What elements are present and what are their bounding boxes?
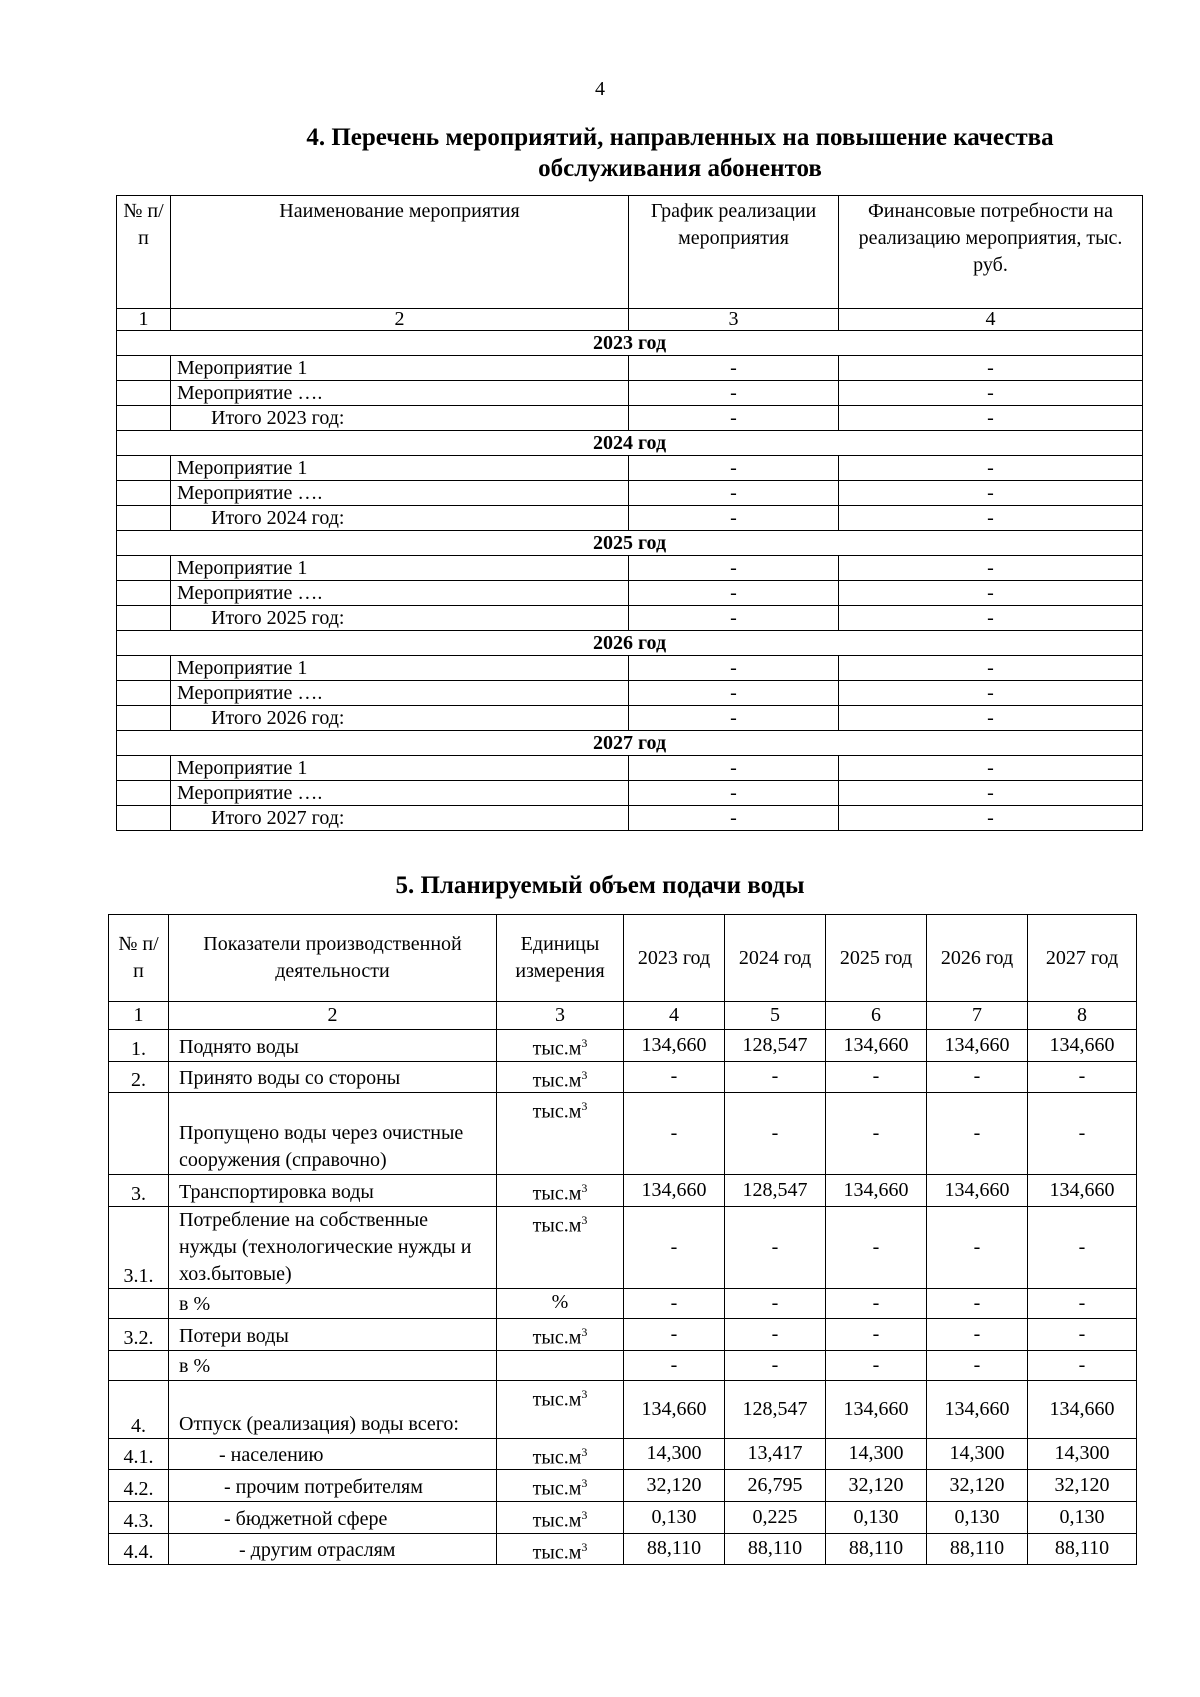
- unit-superscript: 3: [581, 1099, 588, 1114]
- indicator-name: Поднято воды: [169, 1030, 497, 1062]
- schedule-value: -: [629, 456, 839, 481]
- unit-text: тыс.м: [532, 1541, 582, 1564]
- schedule-value: -: [629, 756, 839, 781]
- row-number: 4.: [109, 1380, 169, 1438]
- unit-text: тыс.м: [532, 1477, 582, 1500]
- unit-superscript: 3: [581, 1181, 588, 1196]
- year-value: -: [927, 1350, 1028, 1380]
- measure-name: Итого 2027 год:: [171, 806, 629, 831]
- schedule-value: -: [629, 556, 839, 581]
- column-number: 2: [169, 1002, 497, 1030]
- column-number: 3: [497, 1002, 624, 1030]
- row-number: [117, 706, 171, 731]
- schedule-value: -: [629, 681, 839, 706]
- finance-value: -: [839, 506, 1143, 531]
- column-numbers-row: [117, 309, 1143, 331]
- table-row: [117, 481, 1143, 506]
- row-number: [117, 406, 171, 431]
- table-row: [117, 581, 1143, 606]
- year-value: 88,110: [927, 1533, 1028, 1565]
- year-value: 0,225: [725, 1501, 826, 1533]
- year-value: -: [927, 1093, 1028, 1175]
- table-row: [109, 1470, 1137, 1502]
- year-value: -: [1028, 1093, 1137, 1175]
- unit-superscript: 3: [581, 1539, 588, 1554]
- year-value: 0,130: [927, 1501, 1028, 1533]
- row-number: 2.: [109, 1061, 169, 1093]
- year-value: -: [1028, 1288, 1137, 1318]
- table-row: [109, 1175, 1137, 1207]
- page-number: 4: [595, 78, 605, 100]
- row-number: [117, 606, 171, 631]
- year-value: -: [1028, 1350, 1137, 1380]
- year-value: 88,110: [1028, 1533, 1137, 1565]
- year-value: -: [725, 1350, 826, 1380]
- finance-value: -: [839, 481, 1143, 506]
- schedule-value: -: [629, 381, 839, 406]
- table-row: [109, 1288, 1137, 1318]
- unit-superscript: 3: [581, 1036, 588, 1050]
- table-row: [117, 506, 1143, 531]
- schedule-value: -: [629, 656, 839, 681]
- year-group-row: [117, 531, 1143, 556]
- year-value: -: [1028, 1061, 1137, 1093]
- measure-name: Итого 2026 год:: [171, 706, 629, 731]
- year-value: -: [725, 1061, 826, 1093]
- unit-text: тыс.м: [532, 1388, 582, 1411]
- year-value: 134,660: [826, 1030, 927, 1062]
- finance-value: -: [839, 806, 1143, 831]
- year-value: 0,130: [826, 1501, 927, 1533]
- indicator-name: Принято воды со стороны: [169, 1061, 497, 1093]
- unit-text: тыс.м: [532, 1326, 582, 1349]
- column-numbers-row: [109, 1002, 1137, 1030]
- year-label: 2024 год: [117, 431, 1143, 456]
- year-value: 26,795: [725, 1470, 826, 1502]
- column-number: 6: [826, 1002, 927, 1030]
- year-value: 88,110: [725, 1533, 826, 1565]
- measure-name: Мероприятие ….: [171, 781, 629, 806]
- measure-name: Мероприятие ….: [171, 681, 629, 706]
- year-value: 134,660: [1028, 1030, 1137, 1062]
- row-number: [117, 506, 171, 531]
- finance-value: -: [839, 706, 1143, 731]
- row-number: [117, 806, 171, 831]
- year-value: 134,660: [826, 1175, 927, 1207]
- header-measure-name: Наименование мероприятия: [171, 196, 629, 309]
- measure-name: Итого 2025 год:: [171, 606, 629, 631]
- row-number: 4.4.: [109, 1533, 169, 1565]
- year-value: -: [1028, 1206, 1137, 1288]
- schedule-value: -: [629, 706, 839, 731]
- unit-value: [497, 1533, 624, 1565]
- row-number: [117, 756, 171, 781]
- finance-value: -: [839, 781, 1143, 806]
- section-4-title: [230, 122, 1130, 184]
- unit-value: %: [497, 1288, 624, 1318]
- row-number: 4.1.: [109, 1438, 169, 1470]
- year-value: -: [826, 1206, 927, 1288]
- header-number: № п/п: [109, 915, 169, 1002]
- unit-text: тыс.м: [532, 1182, 582, 1205]
- year-value: -: [927, 1318, 1028, 1350]
- row-number: [117, 381, 171, 406]
- measure-name: Мероприятие ….: [171, 481, 629, 506]
- table-row: [109, 1438, 1137, 1470]
- year-value: -: [624, 1350, 725, 1380]
- schedule-value: -: [629, 781, 839, 806]
- schedule-value: -: [629, 581, 839, 606]
- year-value: 134,660: [624, 1175, 725, 1207]
- finance-value: -: [839, 406, 1143, 431]
- table-row: [109, 1318, 1137, 1350]
- year-value: -: [725, 1288, 826, 1318]
- year-value: 88,110: [826, 1533, 927, 1565]
- finance-value: -: [839, 381, 1143, 406]
- section-5-title: 5. Планируемый объем подачи воды: [395, 872, 805, 899]
- indicator-name: в %: [169, 1288, 497, 1318]
- year-value: -: [826, 1350, 927, 1380]
- year-value: -: [927, 1288, 1028, 1318]
- column-number: 4: [624, 1002, 725, 1030]
- table-header-row: [109, 915, 1137, 1002]
- header-year: 2025 год: [826, 915, 927, 1002]
- year-value: 134,660: [826, 1380, 927, 1438]
- year-group-row: [117, 631, 1143, 656]
- unit-superscript: 3: [581, 1507, 588, 1522]
- unit-text: тыс.м: [532, 1214, 582, 1237]
- measure-name: Мероприятие ….: [171, 581, 629, 606]
- header-year: 2024 год: [725, 915, 826, 1002]
- row-number: [109, 1288, 169, 1318]
- measures-table: [116, 195, 1143, 831]
- table-row: [117, 656, 1143, 681]
- column-number: 1: [109, 1002, 169, 1030]
- unit-value: [497, 1438, 624, 1470]
- year-value: -: [826, 1061, 927, 1093]
- row-number: [117, 481, 171, 506]
- year-value: 14,300: [826, 1438, 927, 1470]
- year-value: 14,300: [927, 1438, 1028, 1470]
- table-row: [117, 606, 1143, 631]
- indicator-name: Пропущено воды через очистные сооружения (справочно): [169, 1093, 497, 1175]
- year-value: -: [927, 1061, 1028, 1093]
- year-value: 134,660: [927, 1030, 1028, 1062]
- measure-name: Итого 2023 год:: [171, 406, 629, 431]
- unit-superscript: 3: [581, 1324, 588, 1339]
- table-row: [109, 1501, 1137, 1533]
- table-row: [109, 1030, 1137, 1062]
- unit-text: тыс.м: [532, 1446, 582, 1469]
- row-number: 3.1.: [109, 1206, 169, 1288]
- finance-value: -: [839, 456, 1143, 481]
- table-row: [117, 806, 1143, 831]
- year-value: 128,547: [725, 1030, 826, 1062]
- unit-value: [497, 1175, 624, 1207]
- schedule-value: -: [629, 406, 839, 431]
- table-row: [109, 1093, 1137, 1175]
- measure-name: Мероприятие 1: [171, 556, 629, 581]
- unit-text: тыс.м: [532, 1509, 582, 1532]
- section-4-title-line2: обслуживания абонентов: [538, 155, 822, 182]
- schedule-value: -: [629, 481, 839, 506]
- table-row: [117, 456, 1143, 481]
- year-value: -: [826, 1288, 927, 1318]
- measure-name: Мероприятие 1: [171, 356, 629, 381]
- year-value: -: [826, 1318, 927, 1350]
- table-row: [117, 381, 1143, 406]
- row-number: 4.2.: [109, 1470, 169, 1502]
- table-row: [109, 1061, 1137, 1093]
- row-number: [117, 556, 171, 581]
- year-value: -: [1028, 1318, 1137, 1350]
- header-finance: Финансовые потребности на реализацию мероприятия, тыс. руб.: [839, 196, 1143, 309]
- table-row: [117, 556, 1143, 581]
- year-value: 32,120: [624, 1470, 725, 1502]
- row-number: [117, 356, 171, 381]
- column-number: 5: [725, 1002, 826, 1030]
- year-value: -: [624, 1061, 725, 1093]
- unit-value: [497, 1350, 624, 1380]
- water-supply-table: [108, 914, 1137, 1565]
- row-number: [117, 456, 171, 481]
- column-number: 1: [117, 309, 171, 331]
- year-value: -: [725, 1206, 826, 1288]
- year-value: -: [725, 1093, 826, 1175]
- unit-superscript: 3: [581, 1386, 588, 1401]
- table-row: [117, 756, 1143, 781]
- finance-value: -: [839, 606, 1143, 631]
- finance-value: -: [839, 681, 1143, 706]
- indicator-name: - бюджетной сфере: [169, 1501, 497, 1533]
- header-year: 2027 год: [1028, 915, 1137, 1002]
- finance-value: -: [839, 556, 1143, 581]
- indicator-name: - населению: [169, 1438, 497, 1470]
- year-value: -: [624, 1318, 725, 1350]
- unit-value: [497, 1501, 624, 1533]
- indicator-name: Отпуск (реализация) воды всего:: [169, 1380, 497, 1438]
- year-value: 134,660: [624, 1380, 725, 1438]
- unit-superscript: 3: [581, 1476, 588, 1491]
- unit-value: [497, 1380, 624, 1438]
- year-value: -: [826, 1093, 927, 1175]
- column-number: 4: [839, 309, 1143, 331]
- header-schedule: График реализации мероприятия: [629, 196, 839, 309]
- unit-value: [497, 1030, 624, 1062]
- indicator-name: - другим отраслям: [169, 1533, 497, 1565]
- measure-name: Итого 2024 год:: [171, 506, 629, 531]
- row-number: [109, 1093, 169, 1175]
- table-row: [117, 681, 1143, 706]
- row-number: 4.3.: [109, 1501, 169, 1533]
- year-value: 134,660: [624, 1030, 725, 1062]
- section-4-title-line1: 4. Перечень мероприятий, направленных на повышение качества: [306, 124, 1054, 151]
- year-value: 134,660: [927, 1175, 1028, 1207]
- year-group-row: [117, 331, 1143, 356]
- unit-superscript: 3: [581, 1067, 588, 1082]
- finance-value: -: [839, 356, 1143, 381]
- year-value: 128,547: [725, 1175, 826, 1207]
- year-value: 0,130: [624, 1501, 725, 1533]
- unit-value: [497, 1206, 624, 1288]
- unit-value: [497, 1318, 624, 1350]
- unit-text: тыс.м: [532, 1100, 582, 1123]
- year-value: 32,120: [826, 1470, 927, 1502]
- year-value: 32,120: [927, 1470, 1028, 1502]
- row-number: [117, 656, 171, 681]
- row-number: [117, 681, 171, 706]
- measure-name: Мероприятие ….: [171, 381, 629, 406]
- header-number: № п/п: [117, 196, 171, 309]
- unit-superscript: 3: [581, 1444, 588, 1459]
- header-unit: Единицы измерения: [497, 915, 624, 1002]
- table-row: [117, 781, 1143, 806]
- schedule-value: -: [629, 506, 839, 531]
- column-number: 7: [927, 1002, 1028, 1030]
- year-label: 2025 год: [117, 531, 1143, 556]
- finance-value: -: [839, 656, 1143, 681]
- year-label: 2023 год: [117, 331, 1143, 356]
- measure-name: Мероприятие 1: [171, 656, 629, 681]
- unit-text: тыс.м: [532, 1037, 582, 1060]
- year-group-row: [117, 731, 1143, 756]
- year-value: -: [927, 1206, 1028, 1288]
- unit-value: [497, 1061, 624, 1093]
- year-value: 32,120: [1028, 1470, 1137, 1502]
- year-label: 2027 год: [117, 731, 1143, 756]
- schedule-value: -: [629, 356, 839, 381]
- indicator-name: Потребление на собственные нужды (технологические нужды и хоз.бытовые): [169, 1206, 497, 1288]
- table-row: [117, 706, 1143, 731]
- year-value: -: [725, 1318, 826, 1350]
- finance-value: -: [839, 581, 1143, 606]
- column-number: 3: [629, 309, 839, 331]
- year-value: 0,130: [1028, 1501, 1137, 1533]
- year-value: 88,110: [624, 1533, 725, 1565]
- header-year: 2026 год: [927, 915, 1028, 1002]
- header-year: 2023 год: [624, 915, 725, 1002]
- year-value: -: [624, 1206, 725, 1288]
- year-value: 13,417: [725, 1438, 826, 1470]
- indicator-name: в %: [169, 1350, 497, 1380]
- year-value: -: [624, 1093, 725, 1175]
- unit-value: [497, 1093, 624, 1175]
- row-number: 1.: [109, 1030, 169, 1062]
- unit-value: [497, 1470, 624, 1502]
- year-label: 2026 год: [117, 631, 1143, 656]
- year-value: -: [624, 1288, 725, 1318]
- row-number: [109, 1350, 169, 1380]
- row-number: [117, 581, 171, 606]
- table-row: [109, 1380, 1137, 1438]
- row-number: [117, 781, 171, 806]
- row-number: 3.2.: [109, 1318, 169, 1350]
- table-row: [109, 1533, 1137, 1565]
- year-value: 14,300: [1028, 1438, 1137, 1470]
- unit-text: тыс.м: [532, 1069, 582, 1092]
- year-value: 134,660: [1028, 1380, 1137, 1438]
- finance-value: -: [839, 756, 1143, 781]
- year-value: 134,660: [927, 1380, 1028, 1438]
- year-value: 14,300: [624, 1438, 725, 1470]
- table-row: [117, 356, 1143, 381]
- column-number: 8: [1028, 1002, 1137, 1030]
- schedule-value: -: [629, 806, 839, 831]
- schedule-value: -: [629, 606, 839, 631]
- unit-superscript: 3: [581, 1212, 588, 1227]
- indicator-name: - прочим потребителям: [169, 1470, 497, 1502]
- measure-name: Мероприятие 1: [171, 456, 629, 481]
- row-number: 3.: [109, 1175, 169, 1207]
- year-value: 134,660: [1028, 1175, 1137, 1207]
- column-number: 2: [171, 309, 629, 331]
- table-row: [117, 406, 1143, 431]
- year-group-row: [117, 431, 1143, 456]
- table-row: [109, 1350, 1137, 1380]
- header-indicator: Показатели производственной деятельности: [169, 915, 497, 1002]
- table-header-row: [117, 196, 1143, 309]
- table-row: [109, 1206, 1137, 1288]
- measure-name: Мероприятие 1: [171, 756, 629, 781]
- indicator-name: Потери воды: [169, 1318, 497, 1350]
- indicator-name: Транспортировка воды: [169, 1175, 497, 1207]
- year-value: 128,547: [725, 1380, 826, 1438]
